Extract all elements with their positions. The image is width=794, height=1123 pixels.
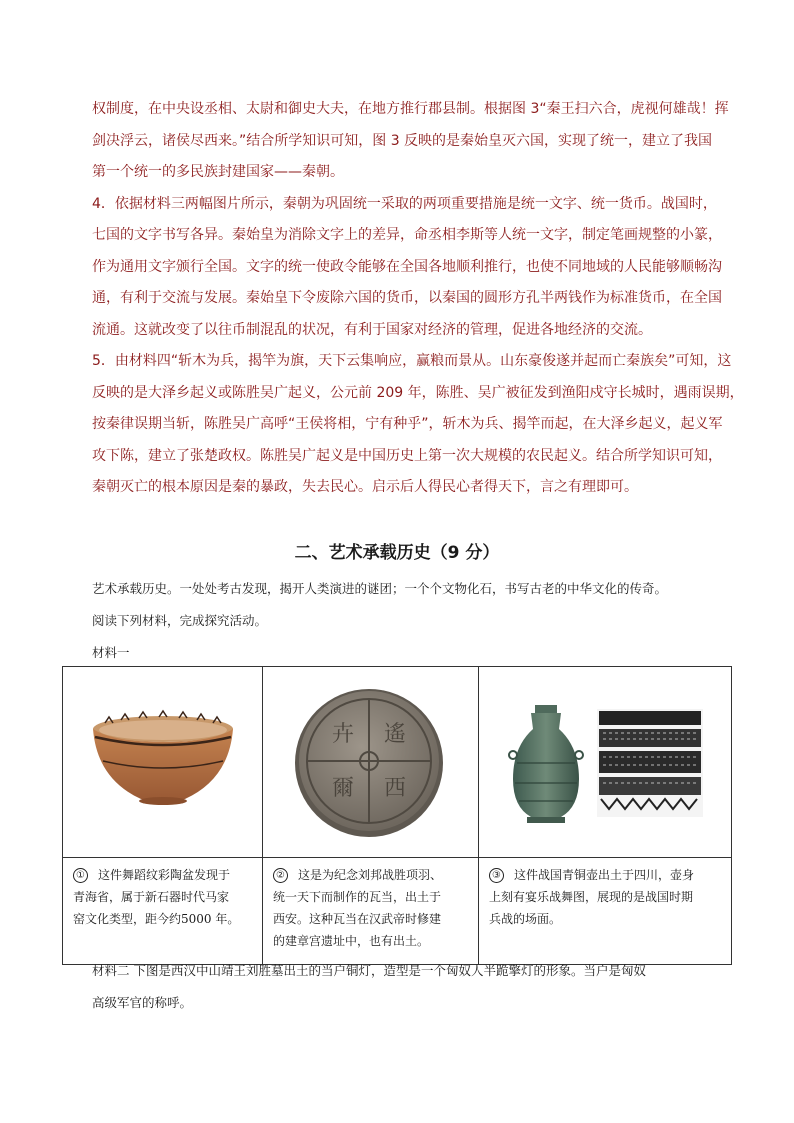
material-two-line: 高级军官的称呼。 [92, 995, 193, 1010]
relic-number: ③ [489, 868, 504, 883]
caption-line: 这件舞蹈纹彩陶盆发现于 [98, 868, 231, 882]
answer-line: 流通。这就改变了以往币制混乱的状况，有利于国家对经济的管理，促进各地经济的交流。 [92, 321, 652, 338]
material-two-line: 材料二 下图是西汉中山靖王刘胜墓出土的当户铜灯，造型是一个匈奴人半跪擎灯的形象。当户是匈奴 [92, 963, 646, 978]
eaves-tile-image [263, 667, 479, 853]
answer-line: 反映的是大泽乡起义或陈胜吴广起义，公元前 209 年，陈胜、吴广被征发到渔阳戍守长城时，遇雨误期， [92, 384, 744, 401]
caption-line: 西安。这种瓦当在汉武帝时修建 [273, 912, 442, 926]
material-one-label: 材料一 [92, 645, 130, 660]
caption-line: 统一天下而制作的瓦当，出土于 [273, 890, 442, 904]
answer-line: 按秦律误期当斩，陈胜吴广高呼“王侯将相，宁有种乎”，斩木为兵、揭竿而起，在大泽乡起义，起义军 [92, 416, 723, 432]
answer-line: 作为通用文字颁行全国。文字的统一使政令能够在全国各地顺利推行，也使不同地域的人民能够顺畅沟 [92, 258, 722, 275]
intro-line: 艺术承载历史。一处处考古发现，揭开人类演进的谜团；一个个文物化石，书写古老的中华文化的传奇。 [92, 581, 668, 596]
bronze-pot-and-rubbing-image [479, 667, 732, 853]
caption-line: 兵战的场面。 [489, 912, 562, 926]
tile-glyph: 卉 [331, 722, 355, 747]
caption-line: 上刻有宴乐战舞图，展现的是战国时期 [489, 890, 694, 904]
caption-line: 的建章宫遗址中，也有出土。 [273, 934, 430, 948]
answer-line: 4．依据材料三两幅图片所示，秦朝为巩固统一采取的两项重要措施是统一文字、统一货币。战国时， [92, 195, 717, 212]
answer-line: 权制度，在中央设丞相、太尉和御史大夫，在地方推行郡县制。根据图 3“秦王扫六合，虎视何雄哉！挥 [92, 101, 729, 117]
caption-line: 这是为纪念刘邦战胜项羽、 [298, 868, 443, 882]
painted-pottery-basin-image [63, 667, 263, 853]
answer-line: 七国的文字书写各异。秦始皇为消除文字上的差异，命丞相李斯等人统一文字，制定笔画规整的小篆， [92, 227, 722, 243]
relic-image-cell [479, 667, 732, 858]
answer-line: 攻下陈，建立了张楚政权。陈胜吴广起义是中国历史上第一次大规模的农民起义。结合所学知识可知， [92, 447, 722, 464]
tile-glyph: 爾 [331, 776, 355, 801]
relic-image-cell [63, 667, 263, 858]
caption-line: 青海省，属于新石器时代马家 [73, 890, 230, 904]
caption-line: 这件战国青铜壶出土于四川，壶身 [514, 868, 695, 882]
material-two [92, 955, 737, 1019]
answer-line: 5．由材料四“斩木为兵，揭竿为旗，天下云集响应，赢粮而景从。山东豪俊遂并起而亡秦族矣”可知，这 [92, 353, 732, 369]
relic-caption [479, 858, 732, 965]
answer-line: 通，有利于交流与发展。秦始皇下令废除六国的货币，以秦国的圆形方孔半两钱作为标准货币，在全国 [92, 290, 722, 306]
relic-number: ① [73, 868, 88, 883]
tile-glyph: 遙 [383, 722, 407, 747]
answer-line: 秦朝灭亡的根本原因是秦的暴政，失去民心。启示后人得民心者得天下，言之有理即可。 [92, 479, 638, 495]
intro-line: 阅读下列材料，完成探究活动。 [92, 613, 268, 628]
relic-caption [263, 858, 479, 965]
section-intro [92, 573, 732, 637]
relics-table [62, 666, 732, 965]
tile-glyph: 西 [383, 776, 407, 801]
answer-line: 剑决浮云，诸侯尽西来。”结合所学知识可知，图 3 反映的是秦始皇灭六国，实现了统一，建立了我国 [92, 132, 713, 149]
section-title: 二、艺术承载历史（9 分） [294, 543, 500, 563]
relic-image-cell [263, 667, 479, 858]
caption-line: 窑文化类型，距今约5000 年。 [73, 912, 240, 926]
answer-text-block [92, 94, 744, 504]
relic-caption [63, 858, 263, 965]
relic-number: ② [273, 868, 288, 883]
answer-line: 第一个统一的多民族封建国家——秦朝。 [92, 164, 344, 180]
